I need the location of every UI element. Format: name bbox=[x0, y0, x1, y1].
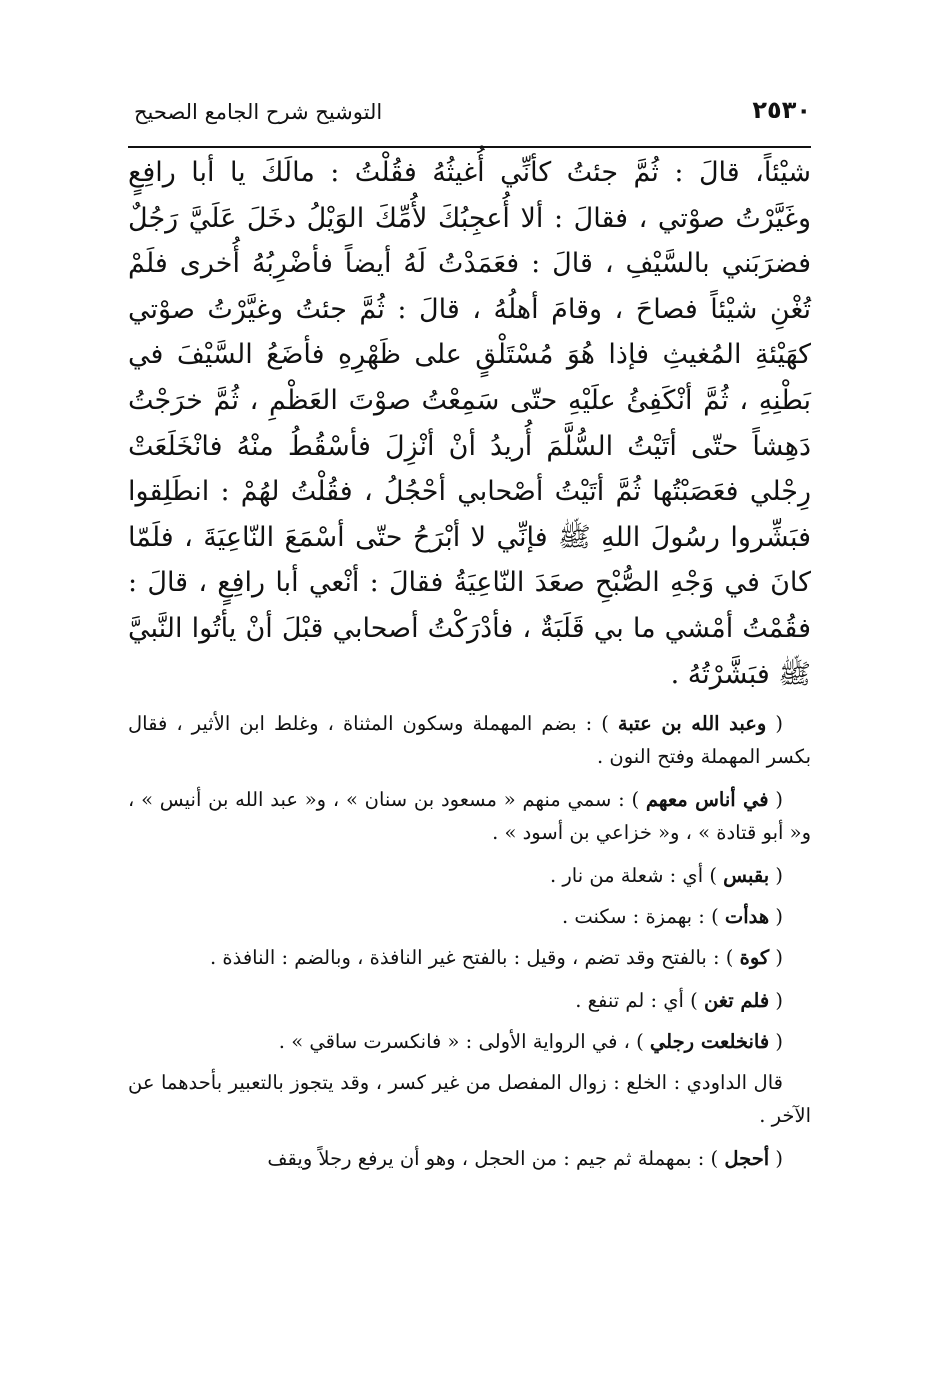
commentary-body: : بهمزة : سكنت . bbox=[561, 905, 705, 928]
commentary-entry bbox=[128, 707, 811, 773]
commentary-headword: فلم تغن bbox=[703, 989, 770, 1012]
running-title: التوشيح شرح الجامع الصحيح bbox=[134, 100, 383, 124]
open-bracket: ( bbox=[775, 1030, 783, 1053]
commentary-entry bbox=[128, 984, 811, 1017]
commentary-entry bbox=[128, 1066, 811, 1132]
commentary-headword: كوة bbox=[739, 946, 770, 969]
page-header bbox=[128, 92, 811, 134]
commentary-block bbox=[128, 707, 811, 1185]
commentary-headword: في أناس معهم bbox=[645, 788, 769, 811]
close-bracket: ) bbox=[690, 989, 698, 1012]
commentary-entry bbox=[128, 859, 811, 892]
commentary-body: ، في الرواية الأولى : « فانكسرت ساقي » . bbox=[278, 1030, 630, 1053]
commentary-entry bbox=[128, 900, 811, 933]
close-bracket: ) bbox=[636, 1030, 644, 1053]
commentary-body: : بضم المهملة وسكون المثناة ، وغلط ابن الأثير ، فقال بكسر المهملة وفتح النون . bbox=[128, 712, 811, 768]
commentary-entry bbox=[128, 1142, 811, 1175]
commentary-headword: هدأت bbox=[724, 905, 770, 928]
hadith-text-block bbox=[128, 150, 811, 697]
close-bracket: ) bbox=[711, 905, 719, 928]
header-rule bbox=[128, 146, 811, 148]
close-bracket: ) bbox=[725, 946, 734, 969]
commentary-body: قال الداودي : الخلع : زوال المفصل من غير كسر ، وقد يتجوز بالتعبير بأحدهما عن الآخر . bbox=[128, 1071, 811, 1127]
open-bracket: ( bbox=[775, 864, 783, 887]
commentary-body: أي : شعلة من نار . bbox=[549, 864, 704, 887]
close-bracket: ) bbox=[631, 788, 640, 811]
open-bracket: ( bbox=[775, 712, 783, 735]
open-bracket: ( bbox=[775, 1147, 783, 1170]
close-bracket: ) bbox=[601, 712, 609, 735]
commentary-headword: فانخلعت رجلي bbox=[649, 1030, 770, 1053]
commentary-headword: وعبد الله بن عتبة bbox=[617, 712, 767, 735]
commentary-entry bbox=[128, 1025, 811, 1058]
commentary-body: أي : لم تنفع . bbox=[575, 989, 684, 1012]
commentary-body: : بالفتح وقد تضم ، وقيل : بالفتح غير النافذة ، وبالضم : النافذة . bbox=[209, 946, 720, 969]
commentary-headword: بقبس bbox=[723, 864, 770, 887]
hadith-text: شيْئاً، قالَ : ثُمَّ جئتُ كأنِّي أُغيثُهُ فقُلْتُ : مالَكَ يا أبا رافِعٍ وغَيَّرْتُ صوْتي ، فقالَ : ألا أُعجِبُكَ لأُمِّكَ الوَيْلُ دخَلَ عَلَيَّ رَجُلٌ فضرَبَني بالسَّيْفِ ، قالَ : فعَمَدْتُ لَهُ أيضاً فأضْرِبُهُ أُخرى فلَمْ تُغْنِ شيْئاً فصاحَ ، وقامَ أهلُهُ ، قالَ : ثُمَّ جئتُ وغيَّرْتُ صوْتي كهَيْئةِ المُغيثِ فإذا هُوَ مُسْتَلْقٍ على ظَهْرِهِ فأضَعُ السَّيْفَ في بَطْنِهِ ، ثُمَّ أنْكَفِئُ علَيْهِ حتّى سَمِعْتُ صوْتَ العَظْمِ ، ثُمَّ خرَجْتُ دَهِشاً حتّى أتَيْتُ السُّلَّمَ أُريدُ أنْ أنْزِلَ فأسْقُطُ منْهُ فانْخَلَعَتْ رِجْلي فعَصَبْتُها ثُمَّ أتَيْتُ أصْحابي أحْجُلُ ، فقُلْتُ لهُمْ : انطَلِقوا فبَشِّروا رسُولَ اللهِ ﷺ فإنِّي لا أبْرَحُ حتّى أسْمَعَ النّاعِيَةَ ، فلَمّا كانَ في وَجْهِ الصُّبْحِ صعَدَ النّاعِيَةُ فقالَ : أنْعي أبا رافِعٍ ، قالَ : فقُمْتُ أمْشي ما بي قَلَبَةٌ ، فأدْرَكْتُ أصحابي قبْلَ أنْ يأتُوا النَّبيَّ ﷺ فبَشَّرْتُهُ . bbox=[128, 157, 811, 690]
open-bracket: ( bbox=[775, 946, 783, 969]
open-bracket: ( bbox=[775, 788, 783, 811]
close-bracket: ) bbox=[710, 1147, 719, 1170]
commentary-entry bbox=[128, 941, 811, 974]
commentary-body: : بمهملة ثم جيم : من الحجل ، وهو أن يرفع رجلاً ويقف bbox=[267, 1147, 705, 1170]
commentary-entry bbox=[128, 783, 811, 849]
close-bracket: ) bbox=[709, 864, 717, 887]
commentary-body: : سمي منهم « مسعود بن سنان » ، و« عبد الله بن أنيس » ، و« أبو قتادة » ، و« خزاعي بن أسود » . bbox=[128, 788, 811, 844]
page-number: ٢٥٣٠ bbox=[752, 96, 811, 124]
open-bracket: ( bbox=[775, 905, 783, 928]
commentary-headword: أحجل bbox=[724, 1147, 770, 1170]
open-bracket: ( bbox=[775, 989, 783, 1012]
